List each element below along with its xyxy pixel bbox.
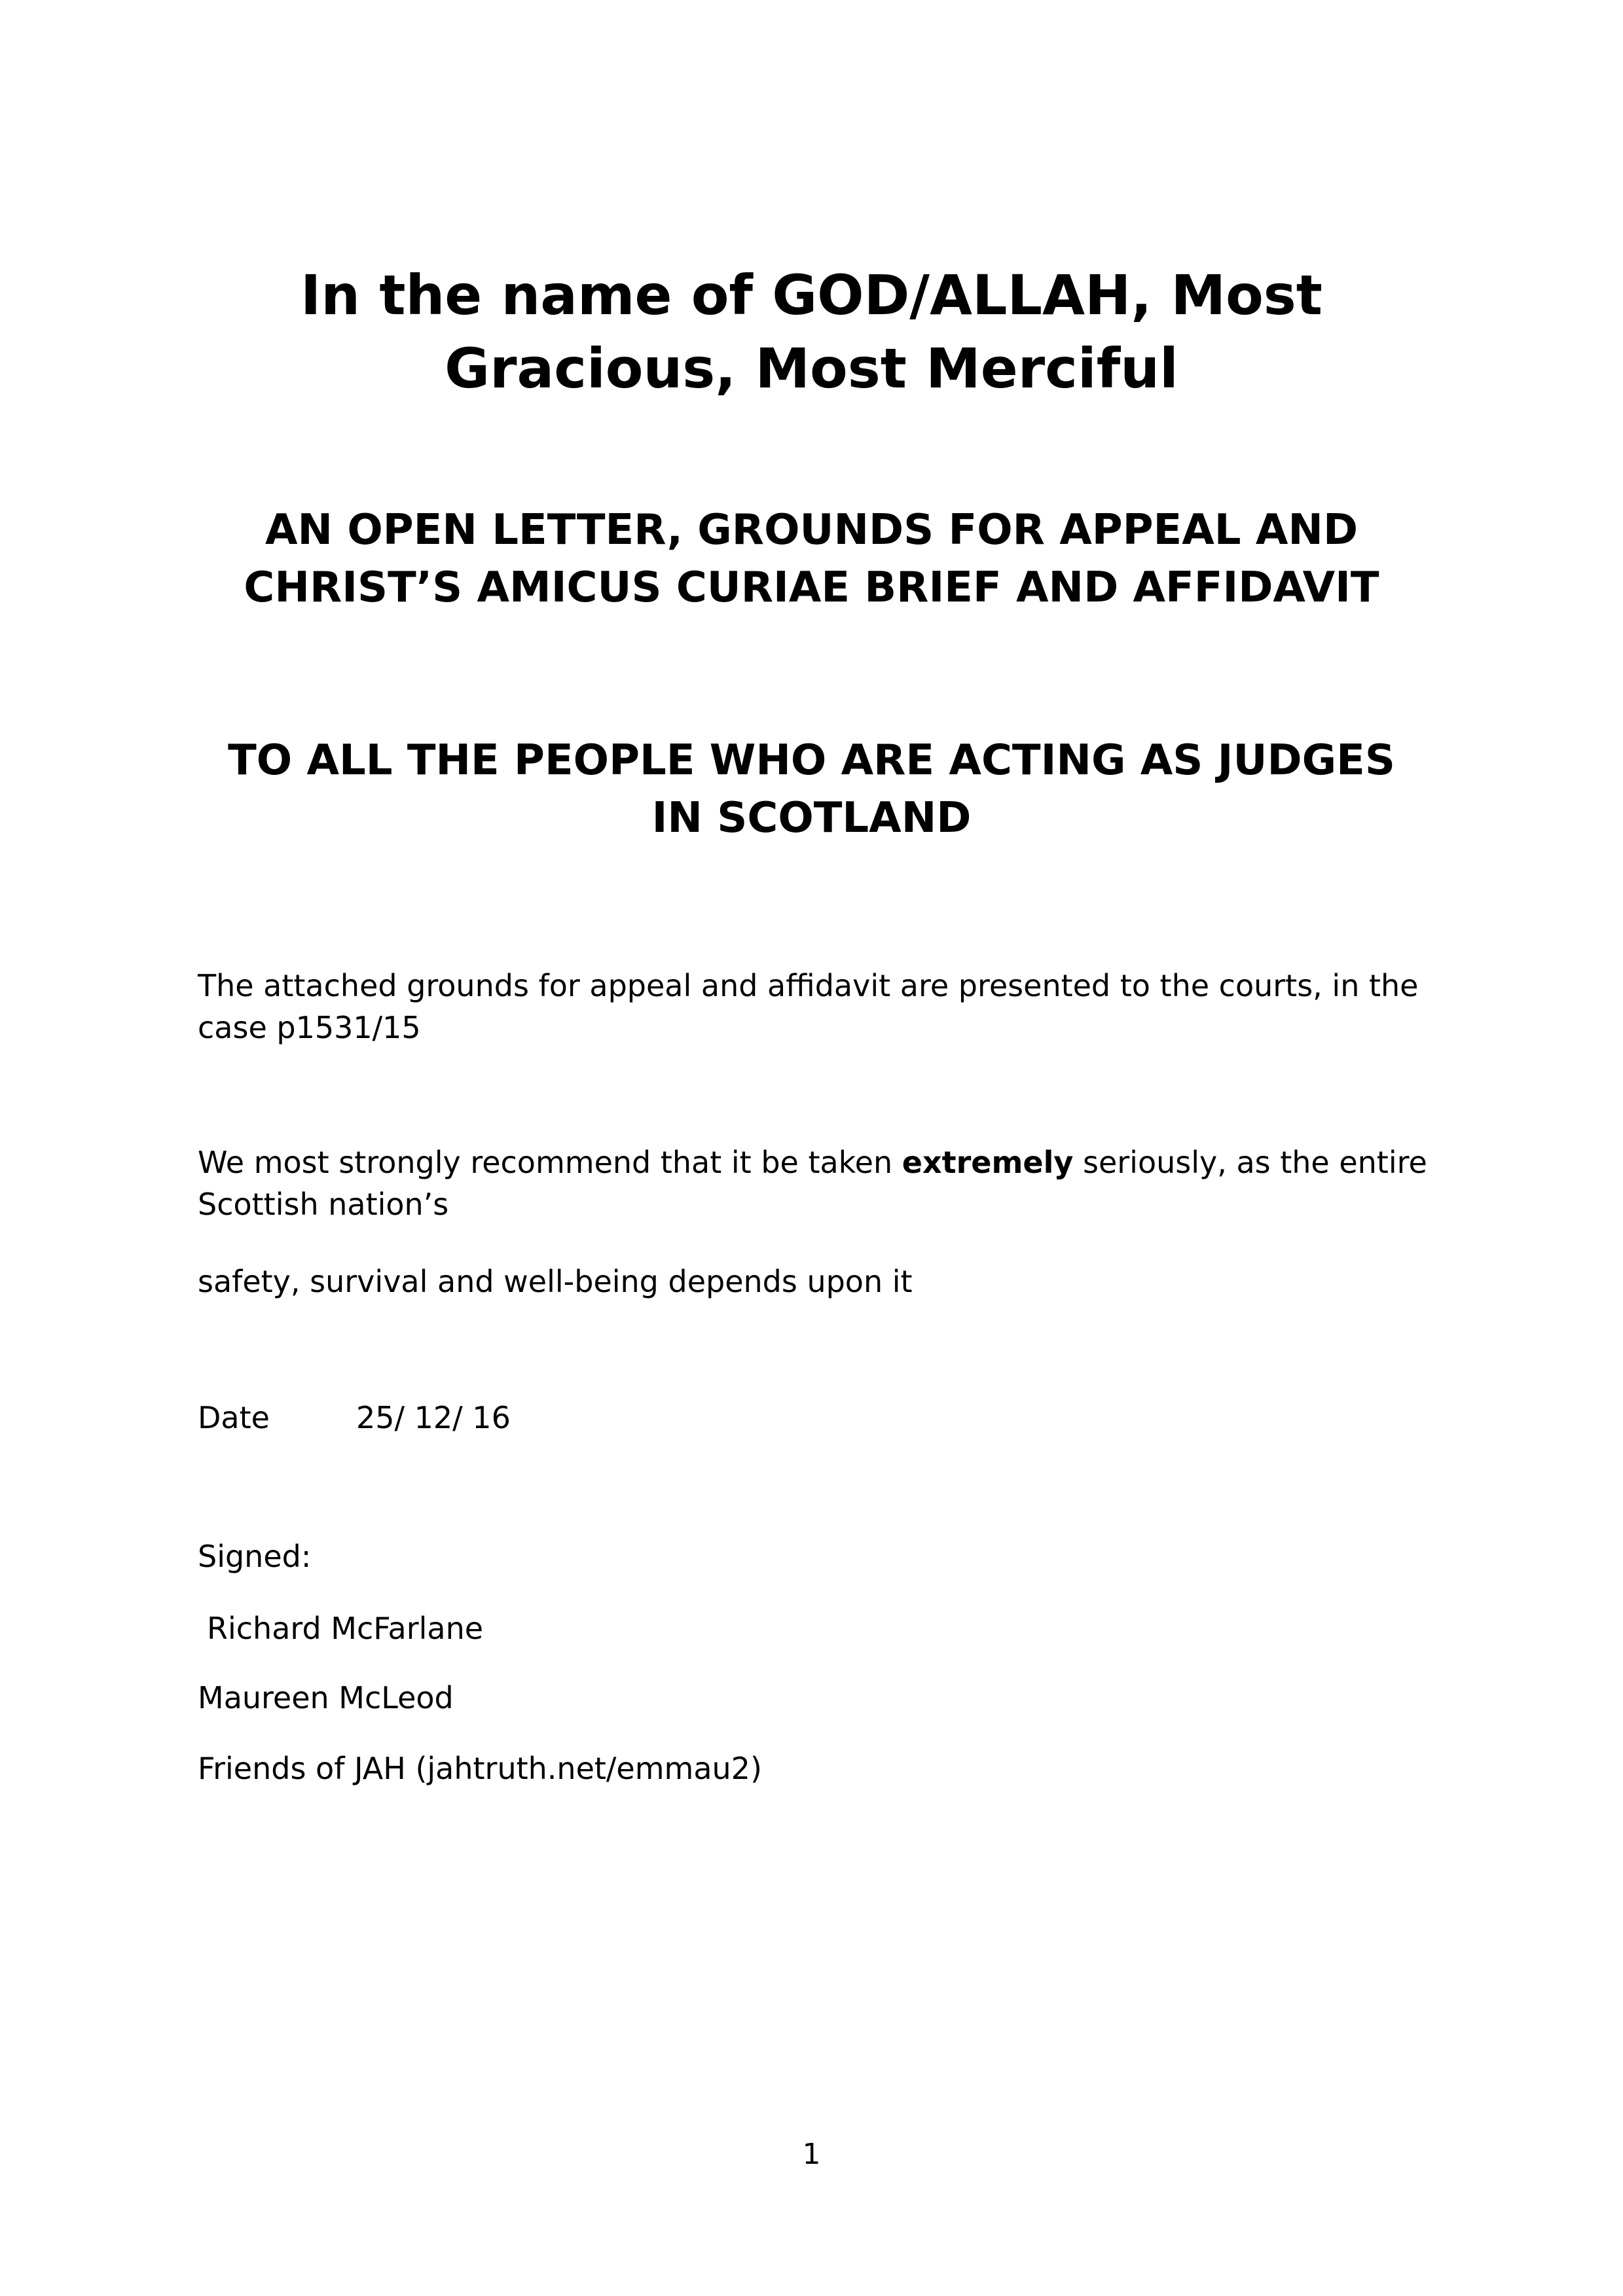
emphasis-extremely: extremely <box>902 1145 1074 1180</box>
recipients-heading <box>0 732 1623 847</box>
case-paragraph <box>198 965 1442 1049</box>
open-letter-heading-line-1: AN OPEN LETTER, GROUNDS FOR APPEAL AND <box>264 506 1359 554</box>
open-letter-heading <box>0 501 1623 617</box>
recommendation-text-before: We most strongly recommend that it be taken <box>198 1145 902 1180</box>
recipients-heading-line-2: IN SCOTLAND <box>651 794 972 842</box>
recipients-heading-line-1: TO ALL THE PEOPLE WHO ARE ACTING AS JUDGES <box>228 736 1395 785</box>
document-title <box>0 259 1623 405</box>
title-line-1: In the name of GOD/ALLAH, Most <box>301 263 1322 327</box>
case-paragraph-line-1: The attached grounds for appeal and affidavit are presented to the courts, in the <box>198 968 1419 1003</box>
date-value: 25/ 12/ 16 <box>356 1400 511 1435</box>
case-paragraph-line-2: case p1531/15 <box>198 1010 421 1045</box>
recommendation-line-1 <box>198 1141 1442 1183</box>
open-letter-heading-line-2: CHRIST’S AMICUS CURIAE BRIEF AND AFFIDAVIT <box>244 564 1379 612</box>
recommendation-paragraph <box>198 1141 1442 1225</box>
title-line-2: Gracious, Most Merciful <box>445 336 1178 401</box>
recommendation-line-2: Scottish nation’s <box>198 1187 449 1222</box>
page-number: 1 <box>802 2138 821 2171</box>
signed-label: Signed: <box>198 1539 312 1574</box>
safety-paragraph: safety, survival and well-being depends upon it <box>198 1264 913 1299</box>
signer-name-2: Maureen McLeod <box>198 1680 454 1715</box>
recommendation-text-after: seriously, as the entire <box>1073 1145 1427 1180</box>
signer-name-1: Richard McFarlane <box>207 1611 484 1646</box>
date-row <box>198 1397 1442 1439</box>
organization-line: Friends of JAH (jahtruth.net/emmau2) <box>198 1751 762 1786</box>
date-label: Date <box>198 1400 270 1435</box>
